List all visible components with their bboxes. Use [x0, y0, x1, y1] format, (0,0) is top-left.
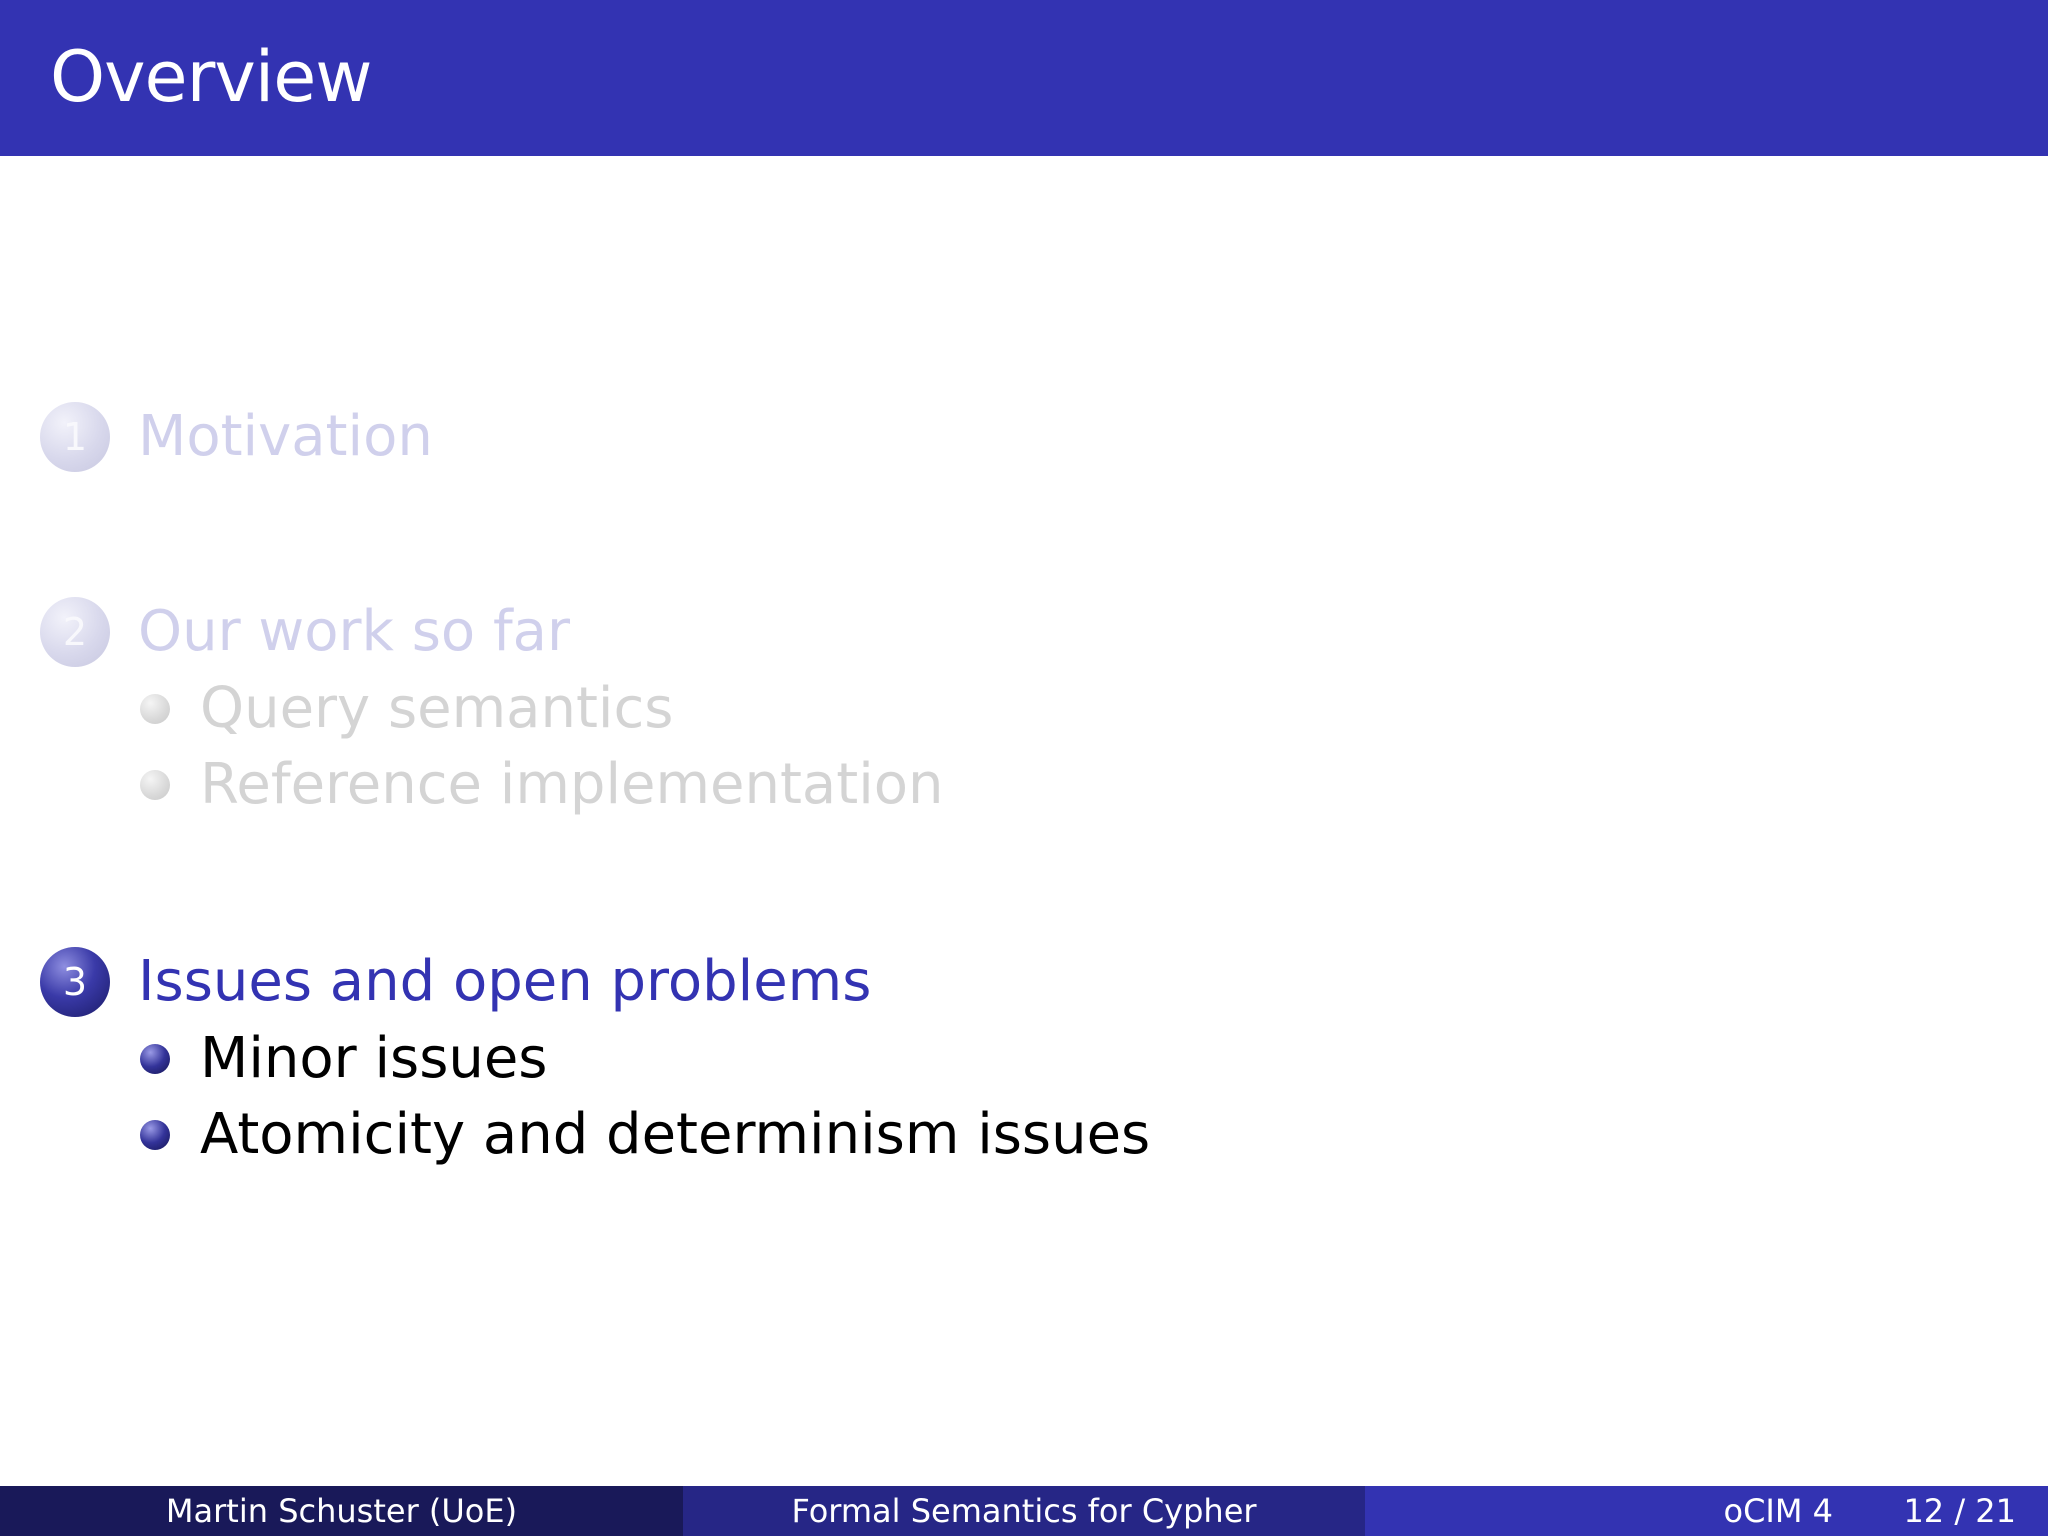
section-number: 1: [62, 415, 88, 459]
footline: [0, 1486, 2048, 1536]
footer-author: Martin Schuster (UoE): [0, 1486, 683, 1536]
bullet-ball-icon: [140, 1044, 170, 1074]
toc-section-motivation[interactable]: [40, 402, 433, 472]
section-label: Motivation: [138, 404, 433, 469]
toc-subsection-query-semantics[interactable]: [140, 676, 674, 741]
frame-title: Overview: [50, 36, 372, 118]
footer-page-number: 12 / 21: [1903, 1492, 2016, 1530]
section-number-ball: [40, 402, 110, 472]
footer-conference: oCIM 4: [1723, 1492, 1833, 1530]
section-number-ball: [40, 947, 110, 1017]
footer-title: Formal Semantics for Cypher: [683, 1486, 1365, 1536]
section-number: 2: [62, 610, 88, 654]
section-label: Issues and open problems: [138, 949, 872, 1014]
toc-subsection-reference-implementation[interactable]: [140, 752, 944, 817]
subsection-label: Reference implementation: [200, 752, 944, 817]
section-number: 3: [62, 960, 88, 1004]
bullet-ball-icon: [140, 694, 170, 724]
footer-info: [1365, 1486, 2048, 1536]
subsection-label: Query semantics: [200, 676, 674, 741]
section-number-ball: [40, 597, 110, 667]
bullet-ball-icon: [140, 1120, 170, 1150]
section-label: Our work so far: [138, 599, 571, 664]
subsection-label: Atomicity and determinism issues: [200, 1102, 1151, 1167]
frame-title-bar: [0, 0, 2048, 156]
bullet-ball-icon: [140, 770, 170, 800]
subsection-label: Minor issues: [200, 1026, 548, 1091]
toc-section-our-work-so-far[interactable]: [40, 597, 570, 667]
toc-section-issues-and-open-problems[interactable]: [40, 947, 871, 1017]
toc-subsection-atomicity-and-determinism-issues[interactable]: [140, 1102, 1151, 1167]
toc-subsection-minor-issues[interactable]: [140, 1026, 548, 1091]
